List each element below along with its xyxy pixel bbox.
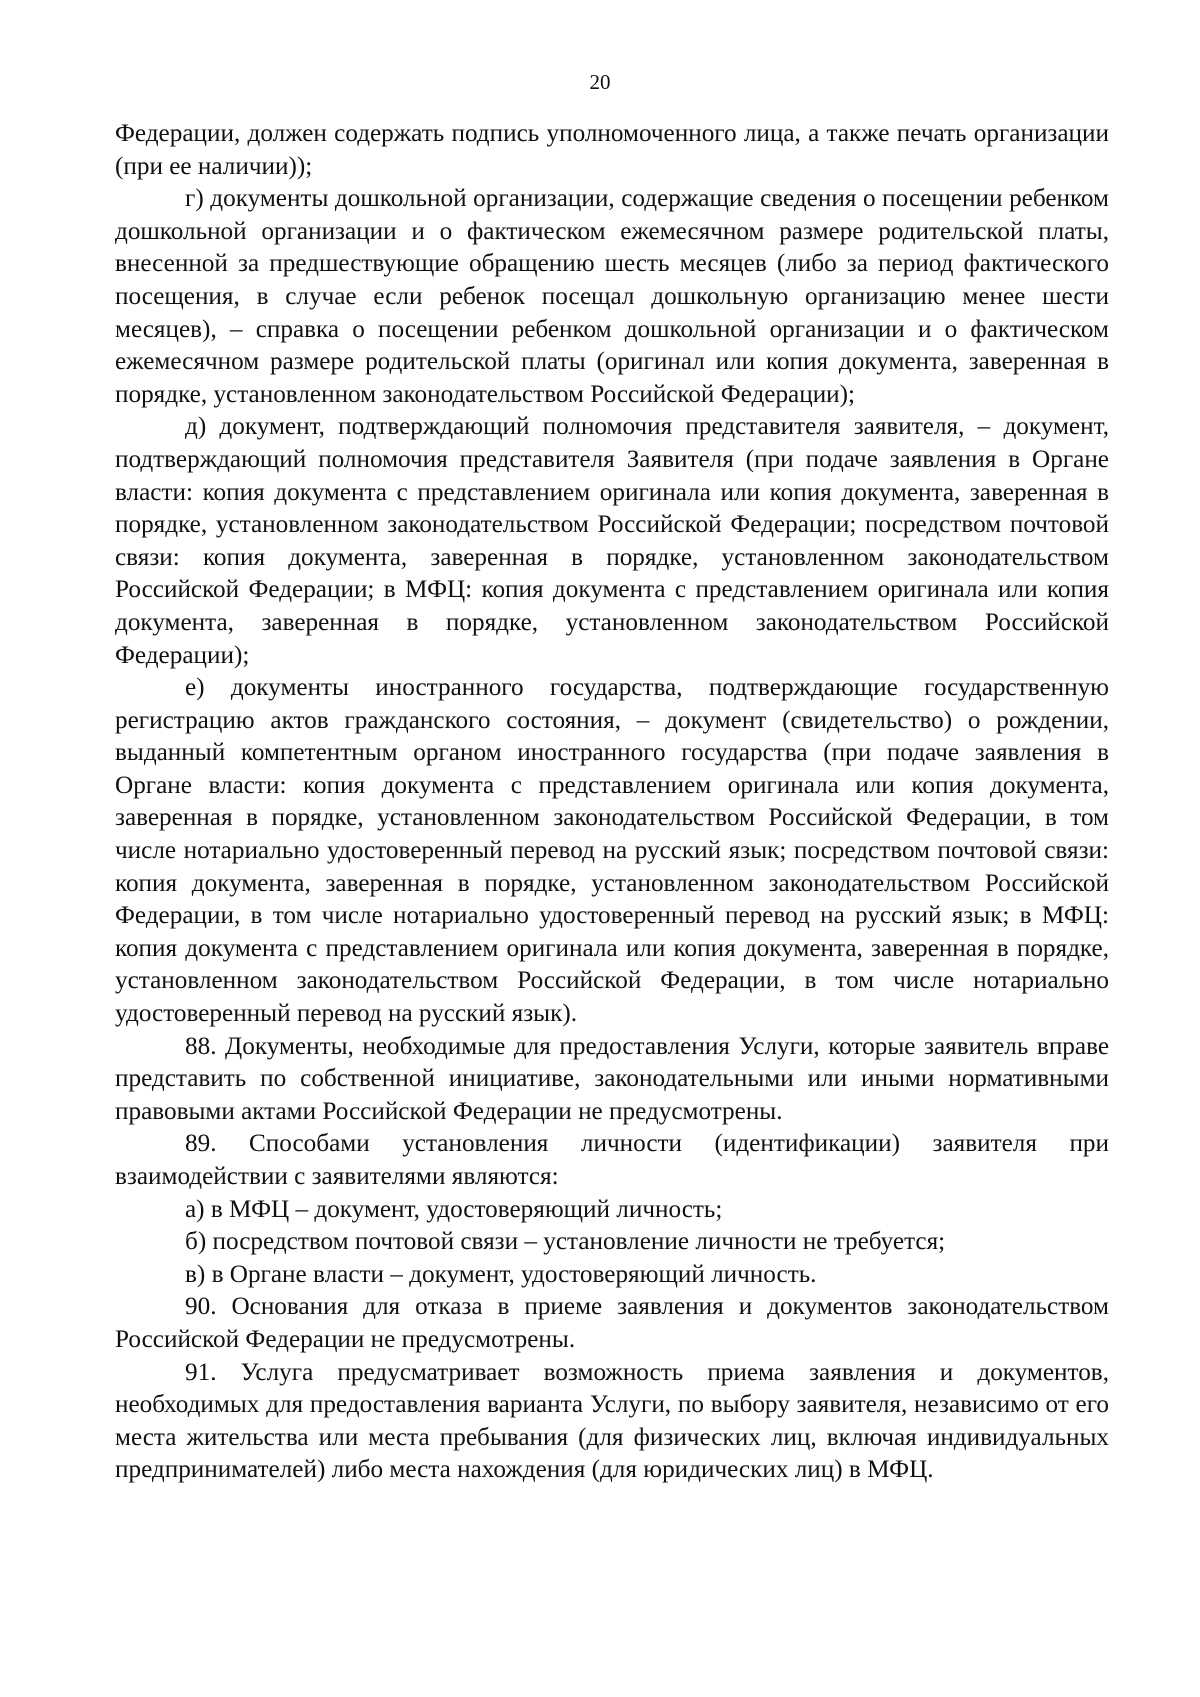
page-number: 20 (589, 70, 611, 94)
paragraph-90: 90. Основания для отказа в приеме заявления и документов законодательством Российской Федерации не предусмотрены. (115, 1293, 1109, 1353)
paragraph-item-g: г) документы дошкольной организации, содержащие сведения о посещении ребенком дошкольной организации и о фактическом ежемесячном размере родительской платы, внесенной за предшествующие обращению шесть месяцев (либо за период фактического посещения, в случае если ребенок посещал дошкольную организацию менее шести месяцев), – справка о посещении ребенком дошкольной организации и о фактическом ежемесячном размере родительской платы (оригинал или копия документа, заверенная в порядке, установленном законодательством Российской Федерации); (115, 185, 1109, 408)
paragraph-89-item-v: в) в Органе власти – документ, удостоверяющий личность. (185, 1260, 817, 1288)
paragraph-89-item-a: а) в МФЦ – документ, удостоверяющий личность; (185, 1195, 723, 1223)
paragraph-item-d: д) документ, подтверждающий полномочия представителя заявителя, – документ, подтверждающий полномочия представителя Заявителя (при подаче заявления в Органе власти: копия документа с представлением оригинала или копия документа, заверенная в порядке, установленном законодательством Российской Федерации; посредством почтовой связи: копия документа, заверенная в порядке, установленном законодательством Российской Федерации; в МФЦ: копия документа с представлением оригинала или копия документа, заверенная в порядке, установленном законодательством Российской Федерации); (115, 413, 1109, 669)
paragraph-item-e: е) документы иностранного государства, подтверждающие государственную регистрацию актов гражданского состояния, – документ (свидетельство) о рождении, выданный компетентным органом иностранного государства (при подаче заявления в Органе власти: копия документа с представлением оригинала или копия документа, заверенная в порядке, установленном законодательством Российской Федерации, в том числе нотариально удостоверенный перевод на русский язык; посредством почтовой связи: копия документа, заверенная в порядке, установленном законодательством Российской Федерации, в том числе нотариально удостоверенный перевод на русский язык; в МФЦ: копия документа с представлением оригинала или копия документа, заверенная в порядке, установленном законодательством Российской Федерации, в том числе нотариально удостоверенный перевод на русский язык). (115, 674, 1109, 1028)
paragraph-91: 91. Услуга предусматривает возможность приема заявления и документов, необходимых для предоставления варианта Услуги, по выбору заявителя, независимо от его места жительства или места пребывания (для физических лиц, включая индивидуальных предпринимателей) либо места нахождения (для юридических лиц) в МФЦ. (115, 1358, 1109, 1484)
paragraph-89: 89. Способами установления личности (идентификации) заявителя при взаимодействии с заявителями являются: (115, 1130, 1109, 1190)
paragraph-89-item-b: б) посредством почтовой связи – установление личности не требуется; (185, 1228, 946, 1256)
paragraph-continuation: Федерации, должен содержать подпись уполномоченного лица, а также печать организации (при ее наличии)); (115, 120, 1109, 180)
document-body (115, 118, 1109, 1487)
paragraph-88: 88. Документы, необходимые для предоставления Услуги, которые заявитель вправе представить по собственной инициативе, законодательными или иными нормативными правовыми актами Российской Федерации не предусмотрены. (115, 1032, 1109, 1125)
